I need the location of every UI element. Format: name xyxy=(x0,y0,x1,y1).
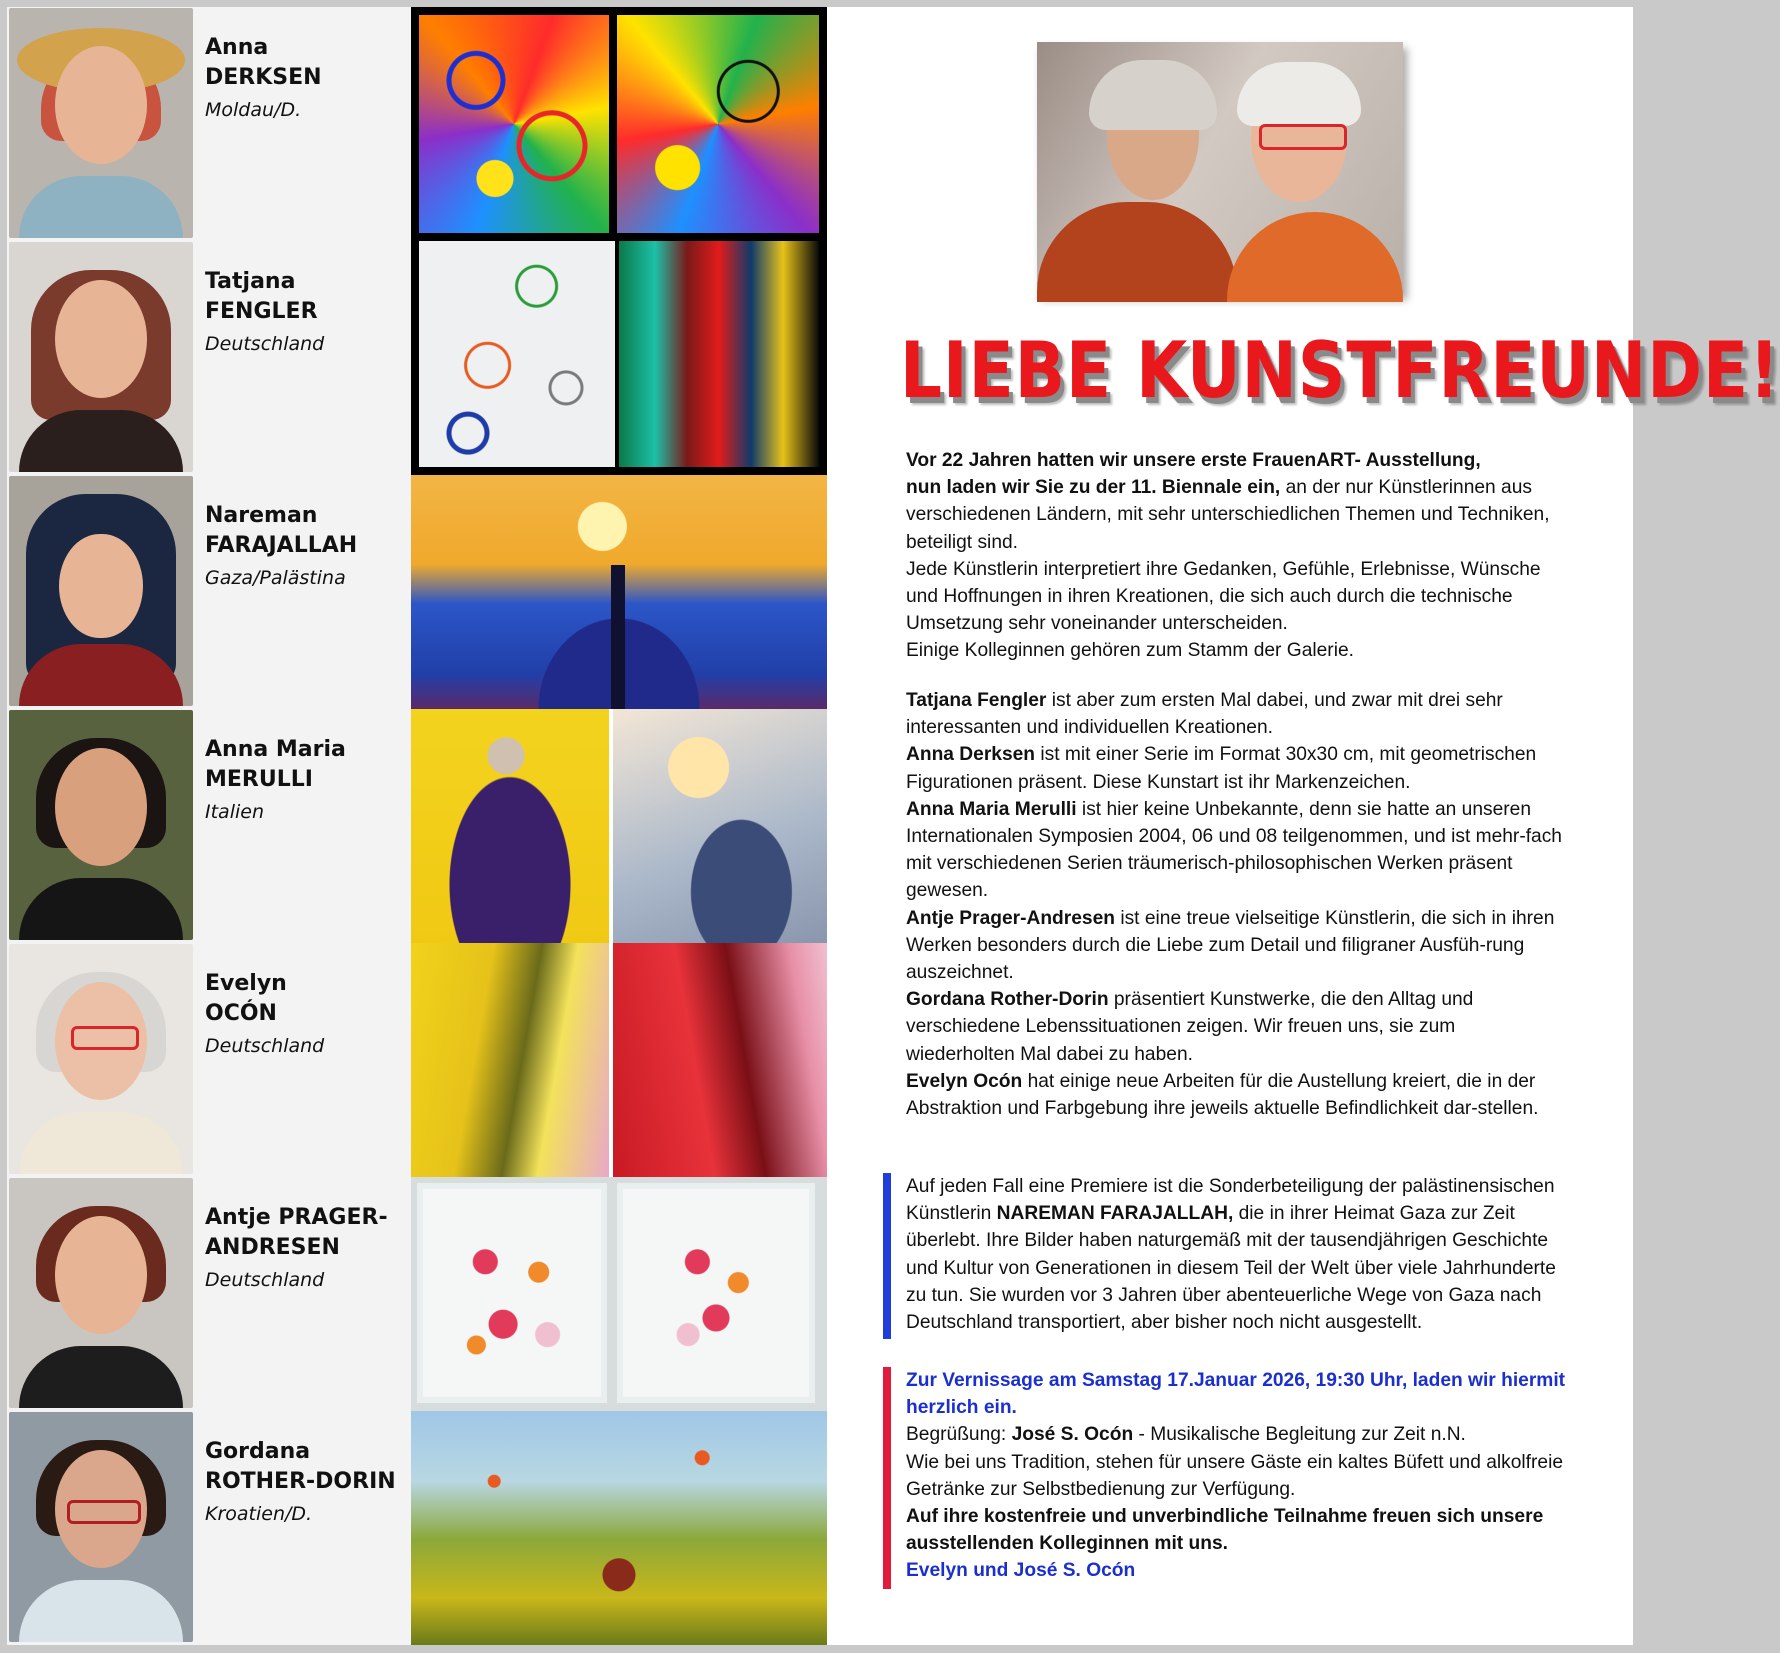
premiere-accent-bar xyxy=(883,1173,891,1339)
artist-last-name: ROTHER-DORIN xyxy=(205,1469,396,1494)
artist-country: Italien xyxy=(205,801,264,823)
artist-last-name: MERULLI xyxy=(205,767,313,792)
artist-column xyxy=(7,7,411,1645)
description-rother-dorin xyxy=(906,986,1566,1068)
artwork-column xyxy=(411,7,827,1645)
artist-last-name: FENGLER xyxy=(205,299,318,324)
artist-country: Moldau/D. xyxy=(205,99,302,121)
description-text: ist hier keine Unbekannte, denn sie hatte an unseren Internationalen Symposien 2004, 06 und 08 teilgenommen, und ist mehr-fach mit verschiedenen Serien träumerisch-philosophischen Werken präsent gewesen. xyxy=(906,798,1562,902)
artist-country: Kroatien/D. xyxy=(205,1503,313,1525)
artist-descriptions xyxy=(906,687,1566,1122)
headline: LIEBE KUNSTFREUNDE! xyxy=(900,325,1780,416)
artist-first-name: Antje PRAGER- xyxy=(205,1205,388,1230)
artist-evelyn-ocon xyxy=(7,943,411,1177)
description-name: Gordana Rother-Dorin xyxy=(906,989,1109,1011)
intro-rest: an der nur Künstlerinnen aus verschiedenen Ländern, mit sehr unterschiedlichen Themen und Techniken, beteiligt sind. xyxy=(906,477,1550,553)
intro-bold-1: Vor 22 Jahren hatten wir unsere erste FrauenART- Ausstellung, xyxy=(906,450,1481,471)
description-text: ist aber zum ersten Mal dabei, und zwar mit drei sehr interessanten und individuellen Kreationen. xyxy=(906,690,1503,739)
artist-first-name: Gordana xyxy=(205,1439,311,1464)
premiere-artist-name: NAREMAN FARAJALLAH, xyxy=(996,1203,1234,1225)
artist-first-name: Anna xyxy=(205,35,269,60)
artist-last-name: OCÓN xyxy=(205,1001,277,1026)
portrait-photo xyxy=(9,710,193,940)
artist-first-name: Nareman xyxy=(205,503,318,528)
greeting-rest: - Musikalische Begleitung zur Zeit n.N. xyxy=(1133,1424,1466,1446)
artist-nareman-farajallah xyxy=(7,475,411,709)
artwork-yellow-abstract xyxy=(411,943,609,1177)
portrait-photo xyxy=(9,242,193,472)
greeting-name: José S. Ocón xyxy=(1011,1424,1134,1446)
portrait-photo xyxy=(9,476,193,706)
artwork-row-farajallah xyxy=(411,475,827,709)
artist-country: Deutschland xyxy=(205,333,325,355)
artist-first-name: Tatjana xyxy=(205,269,296,294)
portrait-photo xyxy=(9,1412,193,1642)
portrait-photo xyxy=(9,1178,193,1408)
intro-paragraph-3: Einige Kolleginnen gehören zum Stamm der Galerie. xyxy=(906,640,1354,662)
artist-country: Gaza/Palästina xyxy=(205,567,346,589)
intro-bold-2: nun laden wir Sie zu der 11. Biennale ein, xyxy=(906,477,1281,499)
artist-last-name: ANDRESEN xyxy=(205,1235,340,1260)
artist-country: Deutschland xyxy=(205,1035,325,1057)
portrait-photo xyxy=(9,8,193,238)
description-merulli xyxy=(906,796,1566,905)
description-ocon xyxy=(906,1068,1566,1122)
artwork-red-abstract xyxy=(613,943,827,1177)
invitation-page xyxy=(7,7,1780,1645)
artwork-circles xyxy=(419,241,615,467)
greeting-label: Begrüßung: xyxy=(906,1424,1012,1446)
artist-first-name: Anna Maria xyxy=(205,737,346,762)
closing-text: Auf ihre kostenfreie und unverbindliche Teilnahme freuen sich unsere ausstellenden Kolleginnen mit uns. xyxy=(906,1506,1544,1555)
tree-trunk xyxy=(611,565,625,709)
artwork-row-derksen xyxy=(411,7,827,241)
artist-last-name: DERKSEN xyxy=(205,65,322,90)
description-name: Tatjana Fengler xyxy=(906,690,1047,711)
artwork-colorful-scene xyxy=(411,1411,827,1645)
portrait-photo xyxy=(9,944,193,1174)
intro-text xyxy=(906,447,1566,665)
artwork-dancer xyxy=(411,709,609,943)
artist-anna-derksen xyxy=(7,7,411,241)
description-derksen xyxy=(906,741,1566,795)
artwork-abstract-drip xyxy=(619,241,819,467)
artist-first-name: Evelyn xyxy=(205,971,287,996)
premiere-text xyxy=(906,1173,1566,1336)
artist-anna-maria-merulli xyxy=(7,709,411,943)
premiere-body: die in ihrer Heimat Gaza zur Zeit überlebt. Ihre Bilder haben naturgemäß mit der tausendjährigen Geschichte und Kultur von Generationen in diesem Teil der Welt über viele Jahrhunderte zu tun. Sie wurden vor 3 Jahren über abenteuerliche Wege von Gaza nach Deutschland transportiert, aber bisher noch nicht ausgestellt. xyxy=(906,1203,1556,1334)
artwork-row-prager-andresen xyxy=(411,1177,827,1411)
premiere-intro: Auf jeden Fall eine Premiere ist die Sonderbeteiligung der palästinensischen Künstlerin xyxy=(906,1176,1555,1225)
artist-country: Deutschland xyxy=(205,1269,325,1291)
description-text: ist eine treue vielseitige Künstlerin, die sich in ihren Werken besonders durch die Liebe zum Detail und filigraner Ausfüh-rung auszeichnet. xyxy=(906,907,1555,984)
artist-antje-prager-andresen xyxy=(7,1177,411,1411)
description-name: Evelyn Ocón xyxy=(906,1070,1023,1092)
artwork-row-fengler xyxy=(411,241,827,475)
description-fengler xyxy=(906,687,1566,741)
artist-last-name: FARAJALLAH xyxy=(205,533,358,558)
artwork-row-merulli xyxy=(411,709,827,943)
invitation-accent-bar xyxy=(883,1367,891,1589)
description-prager-andresen xyxy=(906,905,1566,987)
intro-paragraph-2: Jede Künstlerin interpretiert ihre Gedanken, Gefühle, Erlebnisse, Wünsche und Hoffnungen in ihren Kreationen, die sich auch durch die technische Umsetzung sehr voneinander unterscheiden. xyxy=(906,558,1541,635)
artist-gordana-rother-dorin xyxy=(7,1411,411,1645)
artwork-geometric-2 xyxy=(617,15,819,233)
tradition-text: Wie bei uns Tradition, stehen für unsere Gäste ein kaltes Büfett und alkolfreie Getränke zur Selbstbedienung zur Verfügung. xyxy=(906,1451,1564,1500)
artwork-framed-flowers-1 xyxy=(417,1183,607,1403)
description-text: hat einige neue Arbeiten für die Austellung kreiert, die in der Abstraktion und Farbgebung ihre jeweils aktuelle Befindlichkeit dar-stellen. xyxy=(906,1070,1539,1120)
artwork-geometric-1 xyxy=(419,15,609,233)
signature: Evelyn und José S. Ocón xyxy=(906,1560,1136,1582)
invitation-text xyxy=(906,1367,1566,1585)
artwork-figure-hands xyxy=(613,709,827,943)
artwork-row-ocon xyxy=(411,943,827,1177)
description-name: Anna Maria Merulli xyxy=(906,798,1077,820)
artwork-framed-flowers-2 xyxy=(617,1183,815,1403)
artist-tatjana-fengler xyxy=(7,241,411,475)
description-name: Anna Derksen xyxy=(906,744,1036,766)
description-text: präsentiert Kunstwerke, die den Alltag und verschiedene Lebenssituationen zeigen. Wir freuen uns, sie zum wiederholten Mal dabei zu haben. xyxy=(906,989,1474,1065)
organizer-couple-photo xyxy=(1037,42,1403,294)
description-text: ist mit einer Serie im Format 30x30 cm, mit geometrischen Figurationen präsent. Diese Kunstart ist ihr Markenzeichen. xyxy=(906,744,1537,793)
vernissage-headline: Zur Vernissage am Samstag 17.Januar 2026, 19:30 Uhr, laden wir hiermit herzlich ein. xyxy=(906,1370,1566,1419)
artwork-row-rother-dorin xyxy=(411,1411,827,1645)
description-name: Antje Prager-Andresen xyxy=(906,907,1115,929)
